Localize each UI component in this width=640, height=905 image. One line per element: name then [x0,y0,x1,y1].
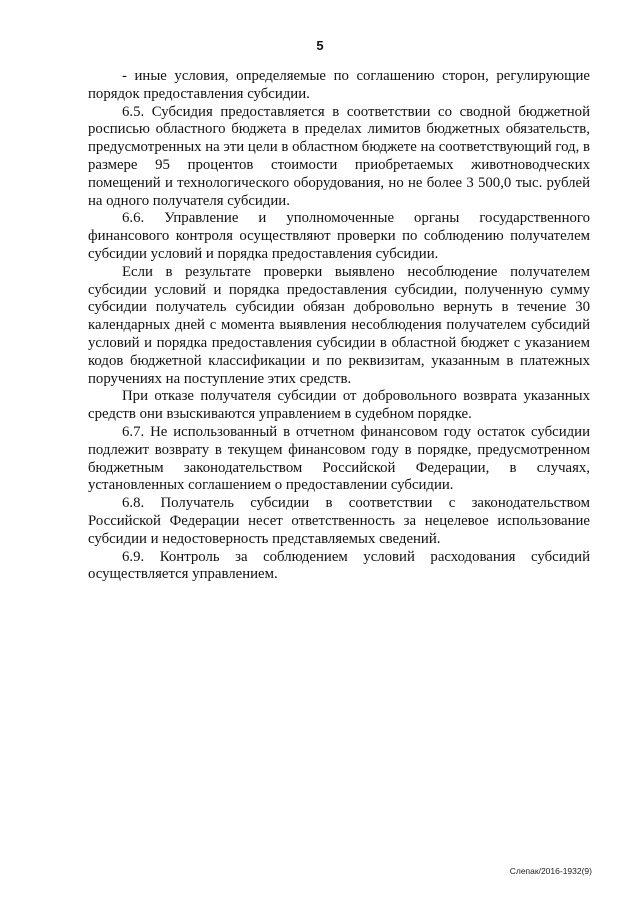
paragraph-6-9: 6.9. Контроль за соблюдением условий расходования субсидий осуществляется управлением. [88,548,590,583]
paragraph-6-7: 6.7. Не использованный в отчетном финансовом году остаток субсидии подлежит возврату в текущем финансовом году в порядке, предусмотренном бюджетным законодательством Российской Федерации, в случаях, установленных соглашением о предоставлении субсидии. [88,423,590,494]
page-number: 5 [316,38,324,53]
paragraph-other-conditions: - иные условия, определяемые по соглашению сторон, регулирующие порядок предоставления субсидии. [88,68,590,102]
footer-document-code: Слепак/2016-1932(9) [509,866,592,876]
paragraph-refusal: При отказе получателя субсидии от добровольного возврата указанных средств они взыскиваются управлением в судебном порядке. [88,388,590,423]
paragraph-6-6: 6.6. Управление и уполномоченные органы государственного финансового контроля осуществляют проверки по соблюдению получателем субсидии условий и порядка предоставления субсидии. [88,210,590,262]
paragraph-6-8: 6.8. Получатель субсидии в соответствии с законодательством Российской Федерации несет ответственность за нецелевое использование субсидии и недостоверность представляемых сведений. [88,495,590,547]
paragraph-violation-return: Если в результате проверки выявлено несоблюдение получателем субсидии условий и порядка предоставления субсидии, полученную сумму субсидии получатель субсидии обязан добровольно вернуть в течение 30 календарных дней с момента выявления несоблюдения получателем субсидий условий и порядка предоставления субсидии в областной бюджет с указанием кодов бюджетной классификации и по реквизитам, указанным в платежных поручениях на поступление этих средств. [88,263,590,387]
paragraph-6-5: 6.5. Субсидия предоставляется в соответствии со сводной бюджетной росписью областного бюджета в пределах лимитов бюджетных обязательств, предусмотренных на эти цели в областном бюджете на соответствующий год, в размере 95 процентов стоимости приобретаемых животноводческих помещений и технологического оборудования, но не более 3 500,0 тыс. рублей на одного получателя субсидии. [88,103,590,209]
document-body [88,68,590,584]
